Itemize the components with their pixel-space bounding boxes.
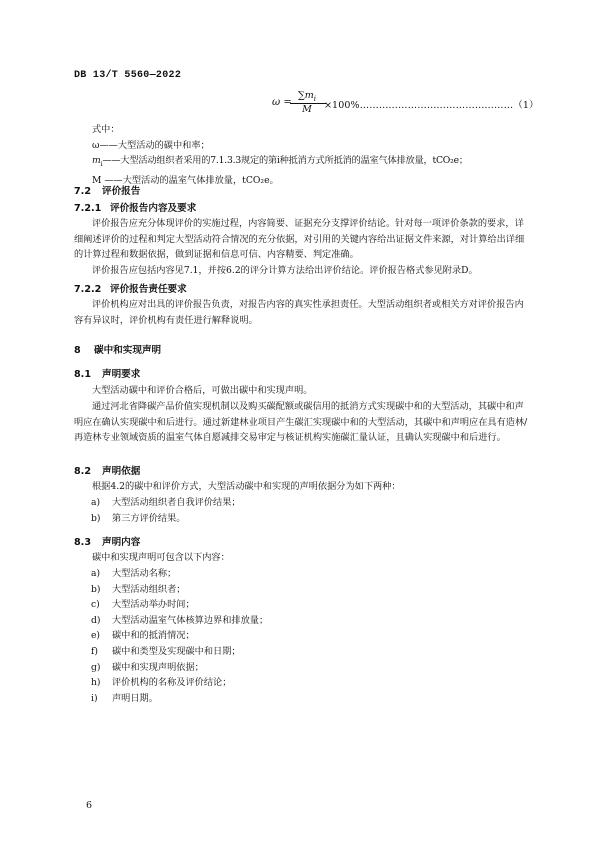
formula-tail: ×100%…………………………………………（1） [324, 100, 539, 111]
list-item: a) 大型活动名称； [91, 568, 177, 579]
list-item: f) 碳中和类型及实现碳中和日期； [91, 645, 241, 657]
section-8-2-list [91, 495, 511, 526]
section-8-3-para-1: 碳中和实现声明可包含以下内容： [92, 552, 230, 563]
section-8-2-para-1: 根据4.2的碳中和评价方式，大型活动碳中和实现的声明依据分为如下两种： [92, 481, 401, 492]
section-7-2-1-para-1: 评价报告应充分体现评价的实施过程，内容简要、证据充分支撑评价结论。针对每一项评价条款的要求，详细阐述评价的过程和判定大型活动符合情况的充分依据，对引用的关键内容给出证据文件来源，对计算给出详细的计算过程和数据依据，做到证据和信息可信、内容精要、判定准确。 [74, 218, 525, 261]
section-8-3-list [91, 566, 511, 706]
list-item: i) 声明日期。 [91, 692, 158, 704]
list-item: e) 碳中和的抵消情况； [91, 630, 195, 642]
list-item: h) 评价机构的名称及评价结论； [91, 677, 232, 689]
list-item: b) 第三方评价结果。 [91, 512, 186, 524]
document-id: DB 13/T 5560—2022 [74, 70, 182, 81]
section-7-2-2-heading: 7.2.2 评价报告责任要求 [74, 284, 187, 295]
section-7-2-heading: 7.2 评价报告 [74, 186, 141, 197]
list-item: b) 大型活动组织者； [91, 583, 186, 595]
formula-1 [272, 90, 539, 118]
section-8-2-heading: 8.2 声明依据 [74, 466, 141, 477]
formula-denominator: M [302, 104, 312, 115]
section-7-2-1-para-2: 评价报告应包括内容见7.1，并按6.2的评分计算方法给出评价结论。评价报告格式参见附录D。 [92, 265, 478, 276]
definition-omega: ω——大型活动的碳中和率； [92, 139, 210, 151]
formula-lhs: ω = [272, 97, 292, 108]
list-item: a) 大型活动组织者自我评价结果； [91, 497, 241, 508]
page-number: 6 [86, 800, 93, 811]
section-8-1-heading: 8.1 声明要求 [74, 369, 141, 380]
list-item: g) 碳中和实现声明依据； [91, 661, 204, 673]
formula-numerator: $\sum m_i$ [297, 90, 317, 103]
section-8-1-para-1: 大型活动碳中和评价合格后，可做出碳中和实现声明。 [92, 385, 313, 396]
section-8-heading: 8 碳中和实现声明 [74, 345, 162, 356]
list-item: c) 大型活动举办时间； [91, 599, 195, 611]
definition-mi: $m_i——$大型活动组织者采用的7.1.3.3规定的第i种抵消方式所抵消的温室气体排放量，tCO₂e； [92, 155, 468, 169]
definitions-intro: 式中： [92, 124, 120, 135]
definitions [74, 122, 530, 188]
section-8-1-para-2: 通过河北省降碳产品价值实现机制以及购买碳配额或碳信用的抵消方式实现碳中和的大型活动，其碳中和声明应在确认实现碳中和后进行。通过新建林业项目产生碳汇实现碳中和的大型活动，其碳中和声明应在具有造林/再造林专业领域资质的温室气体自愿减排交易审定与核证机构实施碳汇量认证，且确认实现碳中和后进行。 [74, 401, 528, 444]
list-item: d) 大型活动温室气体核算边界和排放量； [91, 614, 269, 626]
definition-M: M ——大型活动的温室气体排放量，tCO₂e。 [92, 174, 279, 186]
section-8-3-heading: 8.3 声明内容 [74, 537, 141, 548]
section-7-2-1-heading: 7.2.1 评价报告内容及要求 [74, 203, 197, 214]
section-7-2-2-para-1: 评价机构应对出具的评价报告负责，对报告内容的真实性承担责任。大型活动组织者或相关方对评价报告内容有异议时，评价机构有责任进行解释说明。 [74, 299, 524, 326]
